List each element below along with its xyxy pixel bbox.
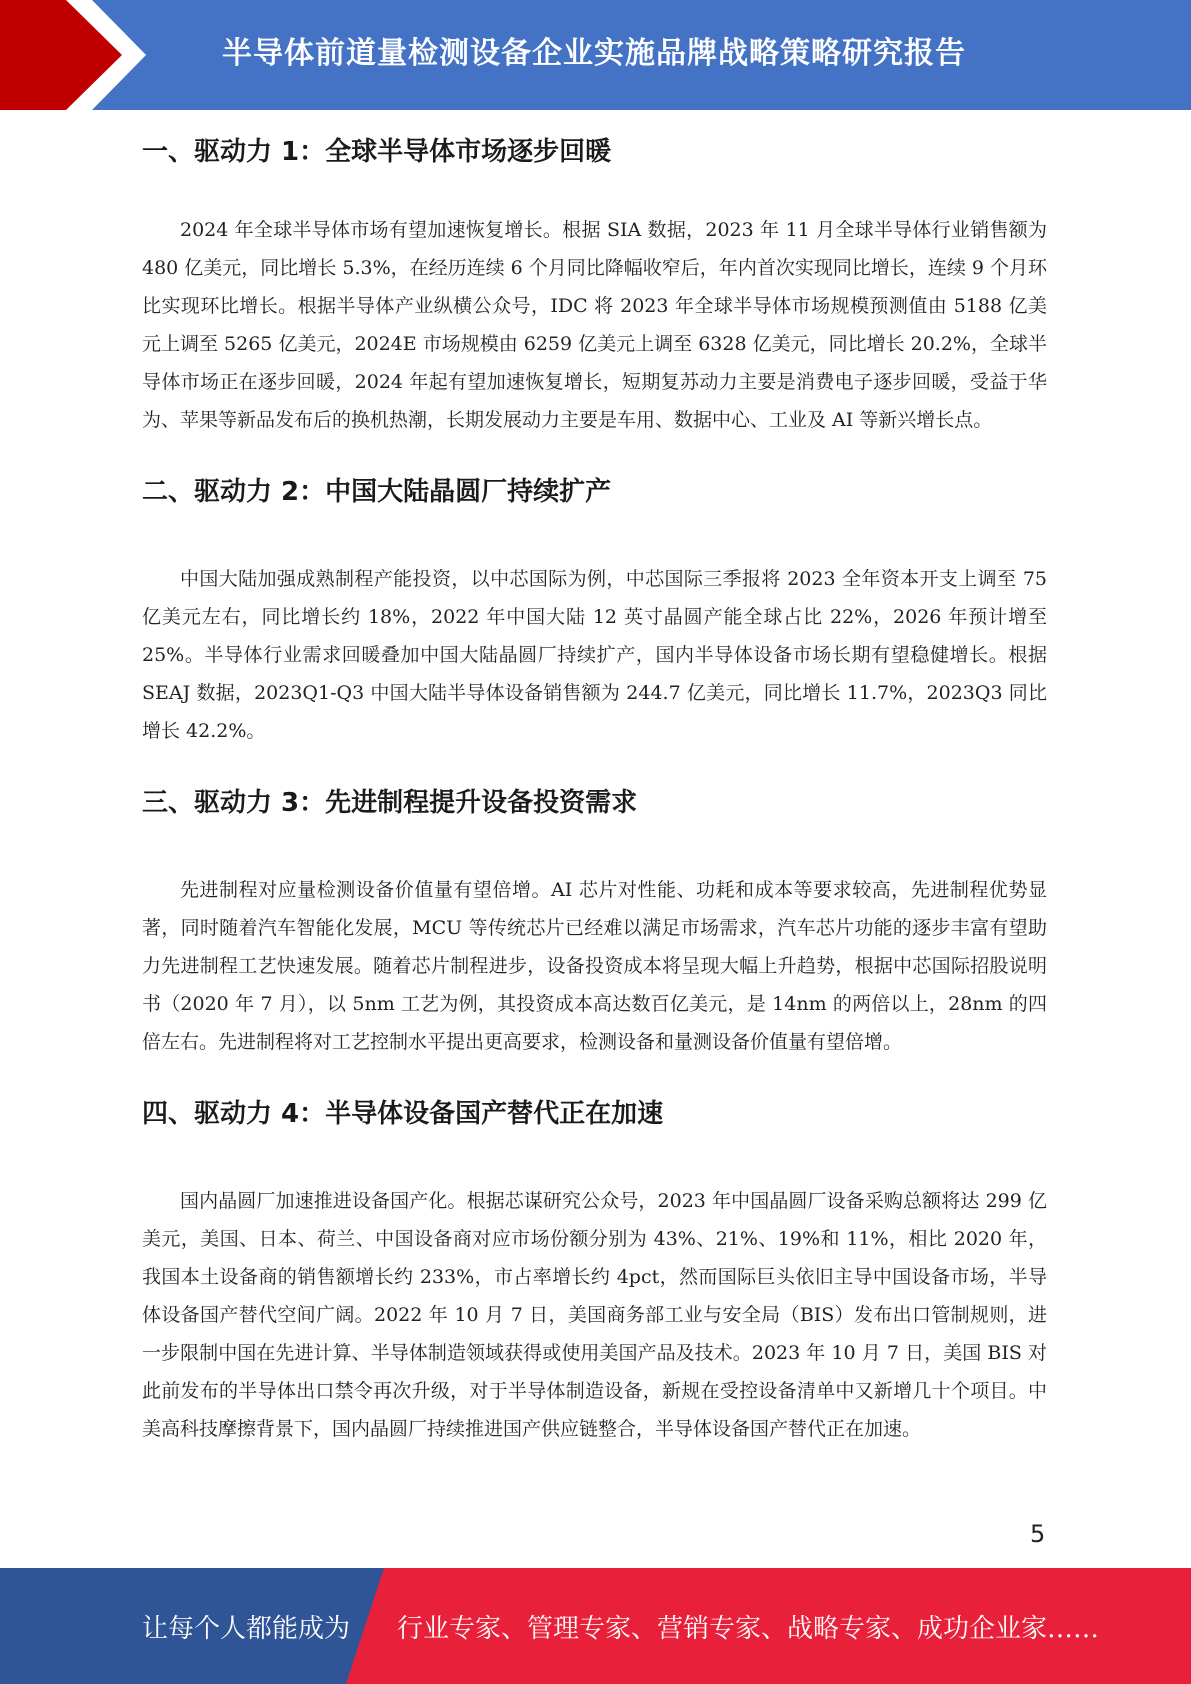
page-header xyxy=(0,0,1191,110)
document-title: 半导体前道量检测设备企业实施品牌战略策略研究报告 xyxy=(222,36,966,71)
section-heading-driver-3: 三、驱动力 3：先进制程提升设备投资需求 xyxy=(142,788,638,818)
section-heading-driver-4: 四、驱动力 4：半导体设备国产替代正在加速 xyxy=(142,1099,664,1129)
page-footer xyxy=(0,1568,1191,1684)
section-paragraph-driver-4: 国内晶圆厂加速推进设备国产化。根据芯谋研究公众号，2023 年中国晶圆厂设备采购总额将达 299 亿美元，美国、日本、荷兰、中国设备商对应市场份额分别为 43%、21%、19%和 11%，相比 2020 年，我国本土设备商的销售额增长约 233%，市占率增长约 4pct，然而国际巨头依旧主导中国设备市场，半导体设备国产替代空间广阔。2022 年 10 月 7 日，美国商务部工业与安全局（BIS）发布出口管制规则，进一步限制中国在先进计算、半导体制造领域获得或使用美国产品及技术。2023 年 10 月 7 日，美国 BIS 对此前发布的半导体出口禁令再次升级，对于半导体制造设备，新规在受控设备清单中又新增几十个项目。中美高科技摩擦背景下，国内晶圆厂持续推进国产供应链整合，半导体设备国产替代正在加速。 xyxy=(142,1190,1047,1440)
page-number: 5 xyxy=(1030,1520,1046,1548)
section-paragraph-driver-2: 中国大陆加强成熟制程产能投资，以中芯国际为例，中芯国际三季报将 2023 全年资本开支上调至 75 亿美元左右，同比增长约 18%，2022 年中国大陆 12 英寸晶圆产能全球占比 22%，2026 年预计增至 25%。半导体行业需求回暖叠加中国大陆晶圆厂持续扩产，国内半导体设备市场长期有望稳健增长。根据 SEAJ 数据，2023Q1-Q3 中国大陆半导体设备销售额为 244.7 亿美元，同比增长 11.7%，2023Q3 同比增长 42.2%。 xyxy=(142,568,1047,742)
header-arrow-decoration xyxy=(0,0,160,110)
report-body xyxy=(142,128,1047,1448)
section-heading-driver-2: 二、驱动力 2：中国大陆晶圆厂持续扩产 xyxy=(142,477,612,507)
footer-slogan-right: 行业专家、管理专家、营销专家、战略专家、成功企业家…… xyxy=(397,1614,1100,1644)
section-paragraph-driver-1: 2024 年全球半导体市场有望加速恢复增长。根据 SIA 数据，2023 年 11 月全球半导体行业销售额为 480 亿美元，同比增长 5.3%，在经历连续 6 个月同比降幅收窄后，年内首次实现同比增长，连续 9 个月环比实现环比增长。根据半导体产业纵横公众号，IDC 将 2023 年全球半导体市场规模预测值由 5188 亿美元上调至 5265 亿美元，2024E 市场规模由 6259 亿美元上调至 6328 亿美元，同比增长 20.2%，全球半导体市场正在逐步回暖，2024 年起有望加速恢复增长，短期复苏动力主要是消费电子逐步回暖，受益于华为、苹果等新品发布后的换机热潮，长期发展动力主要是车用、数据中心、工业及 AI 等新兴增长点。 xyxy=(142,219,1047,431)
footer-slogan-left: 让每个人都能成为 xyxy=(142,1614,351,1644)
section-heading-driver-1: 一、驱动力 1：全球半导体市场逐步回暖 xyxy=(142,137,612,167)
section-paragraph-driver-3: 先进制程对应量检测设备价值量有望倍增。AI 芯片对性能、功耗和成本等要求较高，先进制程优势显著，同时随着汽车智能化发展，MCU 等传统芯片已经难以满足市场需求，汽车芯片功能的逐步丰富有望助力先进制程工艺快速发展。随着芯片制程进步，设备投资成本将呈现大幅上升趋势，根据中芯国际招股说明书（2020 年 7 月），以 5nm 工艺为例，其投资成本高达数百亿美元，是 14nm 的两倍以上，28nm 的四倍左右。先进制程将对工艺控制水平提出更高要求，检测设备和量测设备价值量有望倍增。 xyxy=(142,879,1047,1053)
